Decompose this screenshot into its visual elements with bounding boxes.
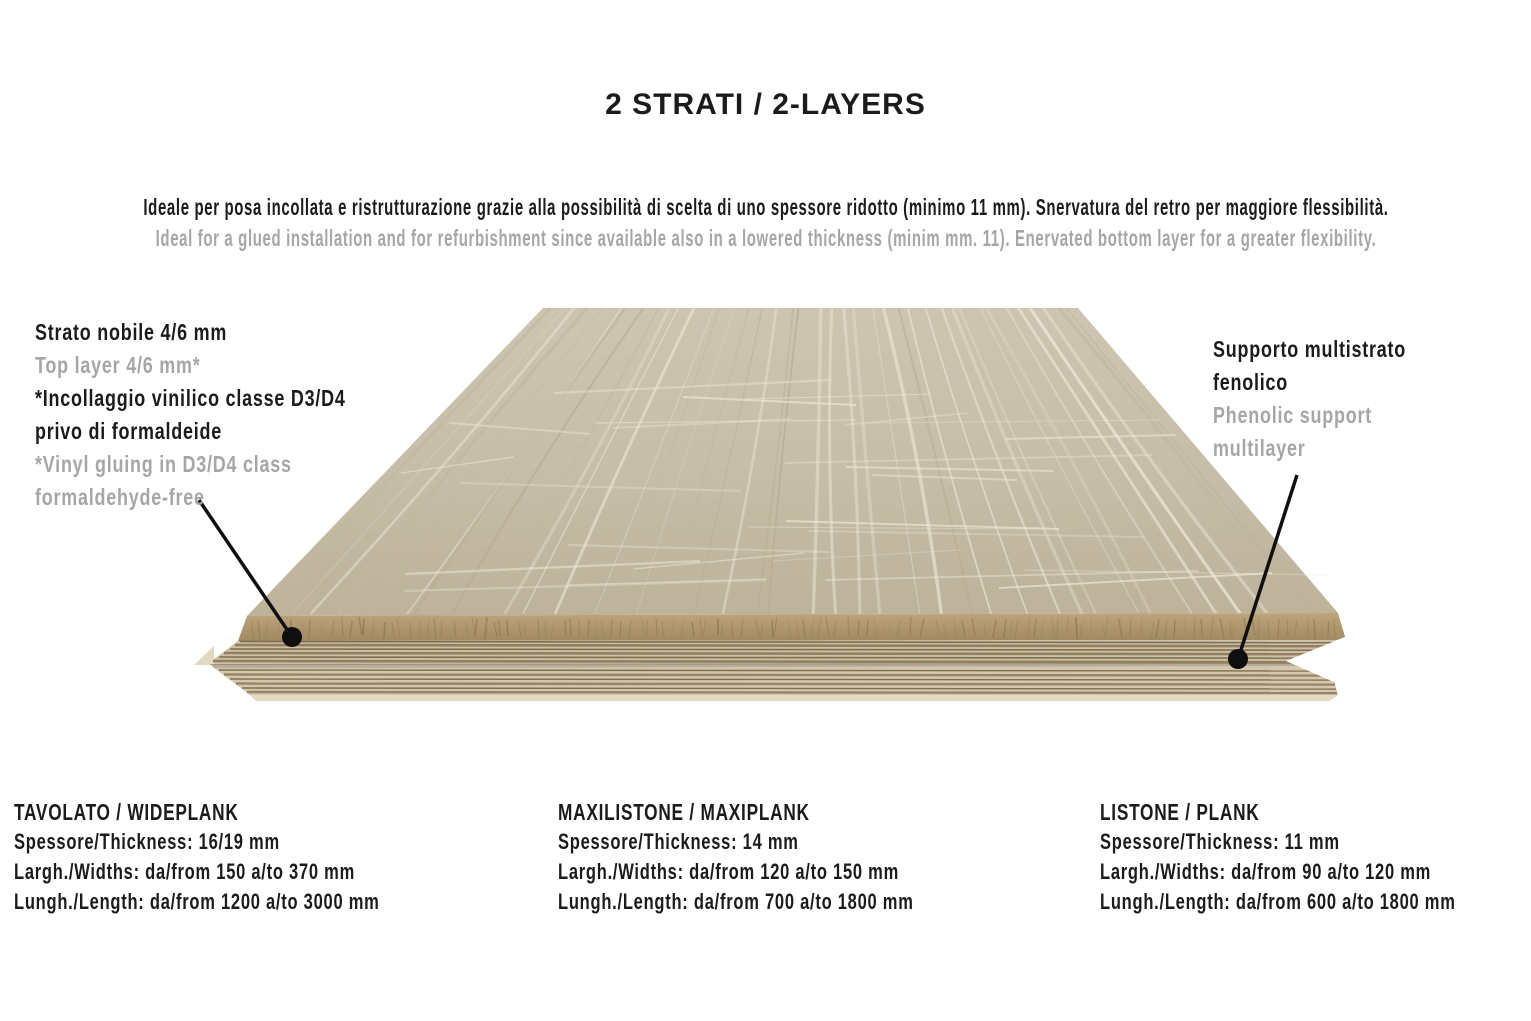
leader-line-top-layer bbox=[199, 500, 292, 637]
callout-support bbox=[1213, 333, 1460, 465]
callout-line-fenolico: fenolico bbox=[1213, 369, 1289, 395]
spec-title-wideplank: TAVOLATO / WIDEPLANK bbox=[14, 799, 239, 825]
plank-bottom-sliver bbox=[250, 695, 1338, 701]
spec-title-plank: LISTONE / PLANK bbox=[1100, 799, 1260, 825]
callout-line-top-layer-en: Top layer 4/6 mm* bbox=[35, 352, 201, 378]
callout-line-strato-nobile: Strato nobile 4/6 mm bbox=[35, 319, 228, 345]
callout-top-layer bbox=[35, 316, 433, 514]
callout-line-supporto: Supporto multistrato bbox=[1213, 336, 1407, 362]
plank-groove-lip-left bbox=[194, 646, 214, 665]
callout-line-multilayer: multilayer bbox=[1213, 435, 1306, 461]
intro-line-english: Ideal for a glued installation and for refurbishment since available also in a lowered thickness (minim mm. 11). Enervated bottom layer for a greater flexibility. bbox=[155, 225, 1376, 251]
spec-row-length: Lungh./Length: da/from 700 a/to 1800 mm bbox=[558, 889, 914, 914]
callout-line-phenolic-support: Phenolic support bbox=[1213, 402, 1372, 428]
intro-line-italian: Ideale per posa incollata e ristrutturazione grazie alla possibilità di scelta di uno spessore ridotto (minimo 11 mm). Snervatura del retro per maggiore flessibilità. bbox=[142, 194, 1389, 220]
spec-row-length: Lungh./Length: da/from 600 a/to 1800 mm bbox=[1100, 889, 1456, 914]
spec-row-length: Lungh./Length: da/from 1200 a/to 3000 mm bbox=[14, 889, 380, 914]
spec-row-widths: Largh./Widths: da/from 150 a/to 370 mm bbox=[14, 859, 356, 884]
spec-title-maxiplank: MAXILISTONE / MAXIPLANK bbox=[558, 799, 810, 825]
spec-column-plank bbox=[1100, 797, 1531, 917]
spec-row-widths: Largh./Widths: da/from 120 a/to 150 mm bbox=[558, 859, 900, 884]
callout-line-formaldehyde-free: formaldehyde-free bbox=[35, 484, 205, 510]
spec-column-wideplank bbox=[14, 797, 501, 917]
spec-column-maxiplank bbox=[558, 797, 1032, 917]
callout-line-incollaggio: *Incollaggio vinilico classe D3/D4 bbox=[35, 385, 346, 411]
leader-dot-support bbox=[1228, 649, 1248, 669]
leader-dot-top-layer bbox=[282, 627, 302, 647]
page-title: 2 STRATI / 2-LAYERS bbox=[605, 88, 926, 121]
spec-row-widths: Largh./Widths: da/from 90 a/to 120 mm bbox=[1100, 859, 1432, 884]
spec-row-thickness: Spessore/Thickness: 14 mm bbox=[558, 829, 799, 854]
spec-row-thickness: Spessore/Thickness: 11 mm bbox=[1100, 829, 1340, 854]
spec-row-thickness: Spessore/Thickness: 16/19 mm bbox=[14, 829, 280, 854]
callout-line-vinyl-gluing: *Vinyl gluing in D3/D4 class bbox=[35, 451, 292, 477]
callout-line-formaldeide: privo di formaldeide bbox=[35, 418, 223, 444]
plank-top-layer-edge bbox=[238, 613, 1346, 641]
